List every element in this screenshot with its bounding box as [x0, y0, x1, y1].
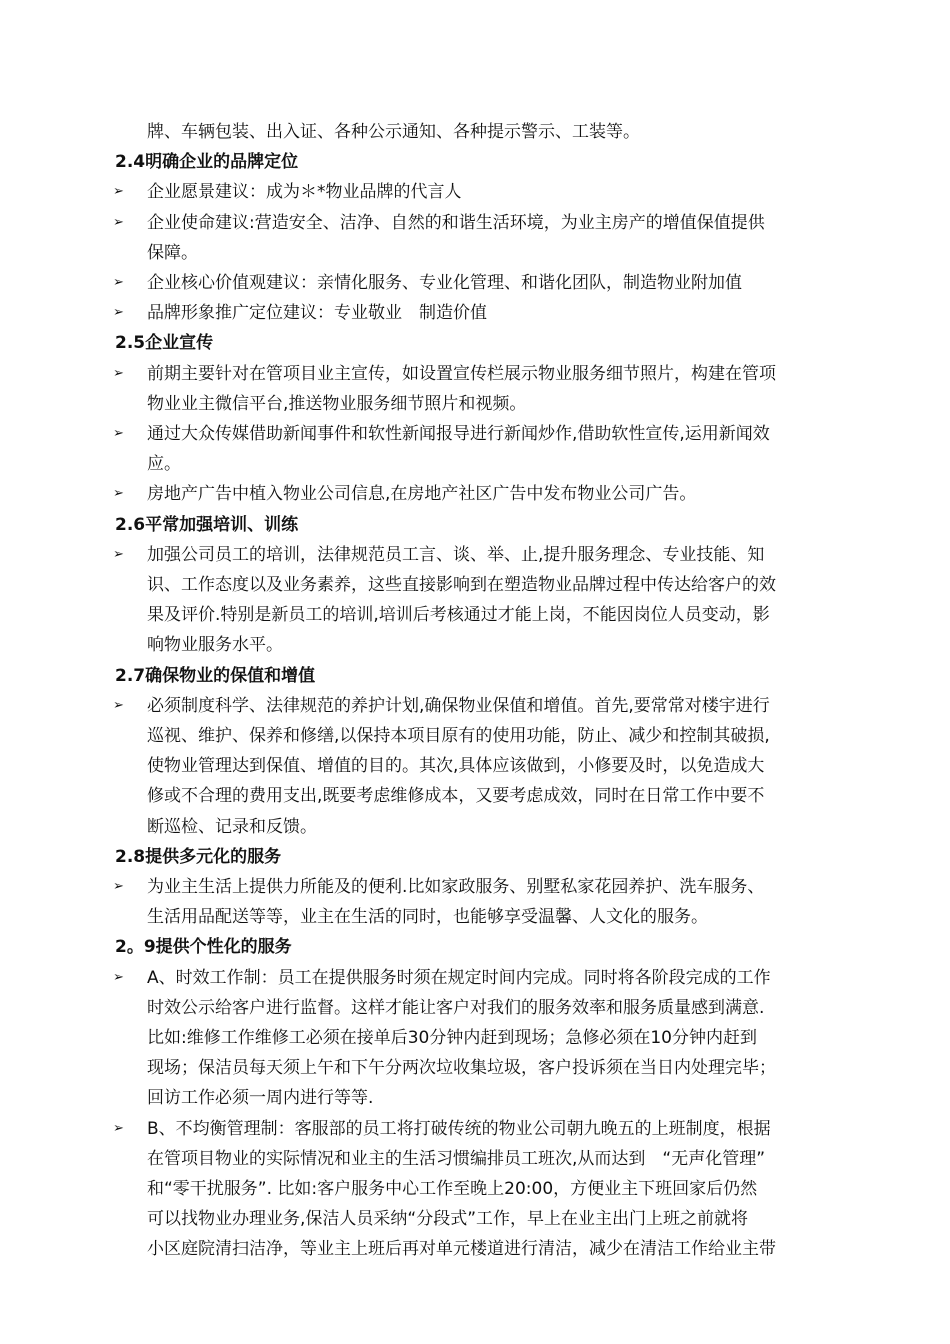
section-heading: 2.6平常加强培训、训练 — [115, 515, 299, 535]
bullet-item-text: 必须制度科学、法律规范的养护计划,确保物业保值和增值。首先,要常常对楼宇进行 — [147, 696, 770, 716]
paragraph-line: 物业业主微信平台,推送物业服务细节照片和视频。 — [147, 394, 527, 414]
bullet-arrow-icon: ➢ — [113, 426, 124, 441]
paragraph-line: 可以找物业办理业务,保洁人员采纳“分段式”工作，早上在业主出门上班之前就将 — [147, 1209, 749, 1229]
bullet-item-text: 为业主生活上提供力所能及的便利.比如家政服务、别墅私家花园养护、洗车服务、 — [147, 877, 765, 897]
section-heading: 2.7确保物业的保值和增值 — [115, 666, 316, 686]
bullet-item-text: B、不均衡管理制：客服部的员工将打破传统的物业公司朝九晚五的上班制度，根据 — [147, 1119, 771, 1139]
paragraph-line: 小区庭院清扫洁净，等业主上班后再对单元楼道进行清洁，减少在清洁工作给业主带 — [147, 1239, 776, 1259]
bullet-item-text: 品牌形象推广定位建议：专业敬业 制造价值 — [147, 303, 487, 323]
paragraph-line: 牌、车辆包装、出入证、各种公示通知、各种提示警示、工装等。 — [147, 122, 640, 142]
bullet-arrow-icon: ➢ — [113, 215, 124, 230]
paragraph-line: 回访工作必须一周内进行等等. — [147, 1088, 374, 1108]
paragraph-line: 巡视、维护、保养和修缮,以保持本项目原有的使用功能，防止、减少和控制其破损, — [147, 726, 770, 746]
bullet-arrow-icon: ➢ — [113, 879, 124, 894]
paragraph-line: 在管项目物业的实际情况和业主的生活习惯编排员工班次,从而达到 “无声化管理” — [147, 1149, 766, 1169]
bullet-item-text: 通过大众传媒借助新闻事件和软性新闻报导进行新闻炒作,借助软性宣传,运用新闻效 — [147, 424, 770, 444]
bullet-item-text: 企业愿景建议：成为＊*物业品牌的代言人 — [147, 182, 462, 202]
paragraph-line: 修或不合理的费用支出,既要考虑维修成本，又要考虑成效，同时在日常工作中要不 — [147, 786, 765, 806]
bullet-arrow-icon: ➢ — [113, 698, 124, 713]
section-heading: 2.8提供多元化的服务 — [115, 847, 282, 867]
bullet-item-text: 企业核心价值观建议：亲情化服务、专业化管理、和谐化团队，制造物业附加值 — [147, 273, 742, 293]
bullet-item-text: 企业使命建议:营造安全、洁净、自然的和谐生活环境，为业主房产的增值保值提供 — [147, 213, 765, 233]
bullet-arrow-icon: ➢ — [113, 275, 124, 290]
bullet-arrow-icon: ➢ — [113, 1121, 124, 1136]
paragraph-line: 时效公示给客户进行监督。这样才能让客户对我们的服务效率和服务质量感到满意. — [147, 998, 765, 1018]
paragraph-line: 识、工作态度以及业务素养，这些直接影响到在塑造物业品牌过程中传达给客户的效 — [147, 575, 776, 595]
bullet-item-text: 加强公司员工的培训，法律规范员工言、谈、举、止,提升服务理念、专业技能、知 — [147, 545, 765, 565]
paragraph-line: 比如:维修工作维修工必须在接单后30分钟内赶到现场；急修必须在10分钟内赶到 — [147, 1028, 757, 1048]
section-heading: 2.5企业宣传 — [115, 333, 214, 353]
paragraph-line: 应。 — [147, 454, 181, 474]
bullet-arrow-icon: ➢ — [113, 486, 124, 501]
bullet-item-text: 前期主要针对在管项目业主宣传，如设置宣传栏展示物业服务细节照片，构建在管项 — [147, 364, 776, 384]
paragraph-line: 响物业服务水平。 — [147, 635, 283, 655]
bullet-arrow-icon: ➢ — [113, 305, 124, 320]
section-heading: 2.4明确企业的品牌定位 — [115, 152, 299, 172]
paragraph-line: 生活用品配送等等，业主在生活的同时，也能够享受温馨、人文化的服务。 — [147, 907, 708, 927]
bullet-arrow-icon: ➢ — [113, 547, 124, 562]
paragraph-line: 使物业管理达到保值、增值的目的。其次,具体应该做到，小修要及时，以免造成大 — [147, 756, 765, 776]
section-heading: 2。9提供个性化的服务 — [115, 937, 292, 957]
paragraph-line: 保障。 — [147, 243, 198, 263]
bullet-item-text: A、时效工作制：员工在提供服务时须在规定时间内完成。同时将各阶段完成的工作 — [147, 968, 771, 988]
bullet-arrow-icon: ➢ — [113, 970, 124, 985]
bullet-arrow-icon: ➢ — [113, 366, 124, 381]
paragraph-line: 果及评价.特别是新员工的培训,培训后考核通过才能上岗，不能因岗位人员变动，影 — [147, 605, 770, 625]
paragraph-line: 断巡检、记录和反馈。 — [147, 817, 317, 837]
bullet-arrow-icon: ➢ — [113, 184, 124, 199]
paragraph-line: 现场；保洁员每天须上午和下午分两次垃收集垃圾，客户投诉须在当日内处理完毕； — [147, 1058, 776, 1078]
paragraph-line: 和“零干扰服务”. 比如:客户服务中心工作至晚上20:00，方便业主下班回家后仍然 — [147, 1179, 758, 1199]
bullet-item-text: 房地产广告中植入物业公司信息,在房地产社区广告中发布物业公司广告。 — [147, 484, 697, 504]
